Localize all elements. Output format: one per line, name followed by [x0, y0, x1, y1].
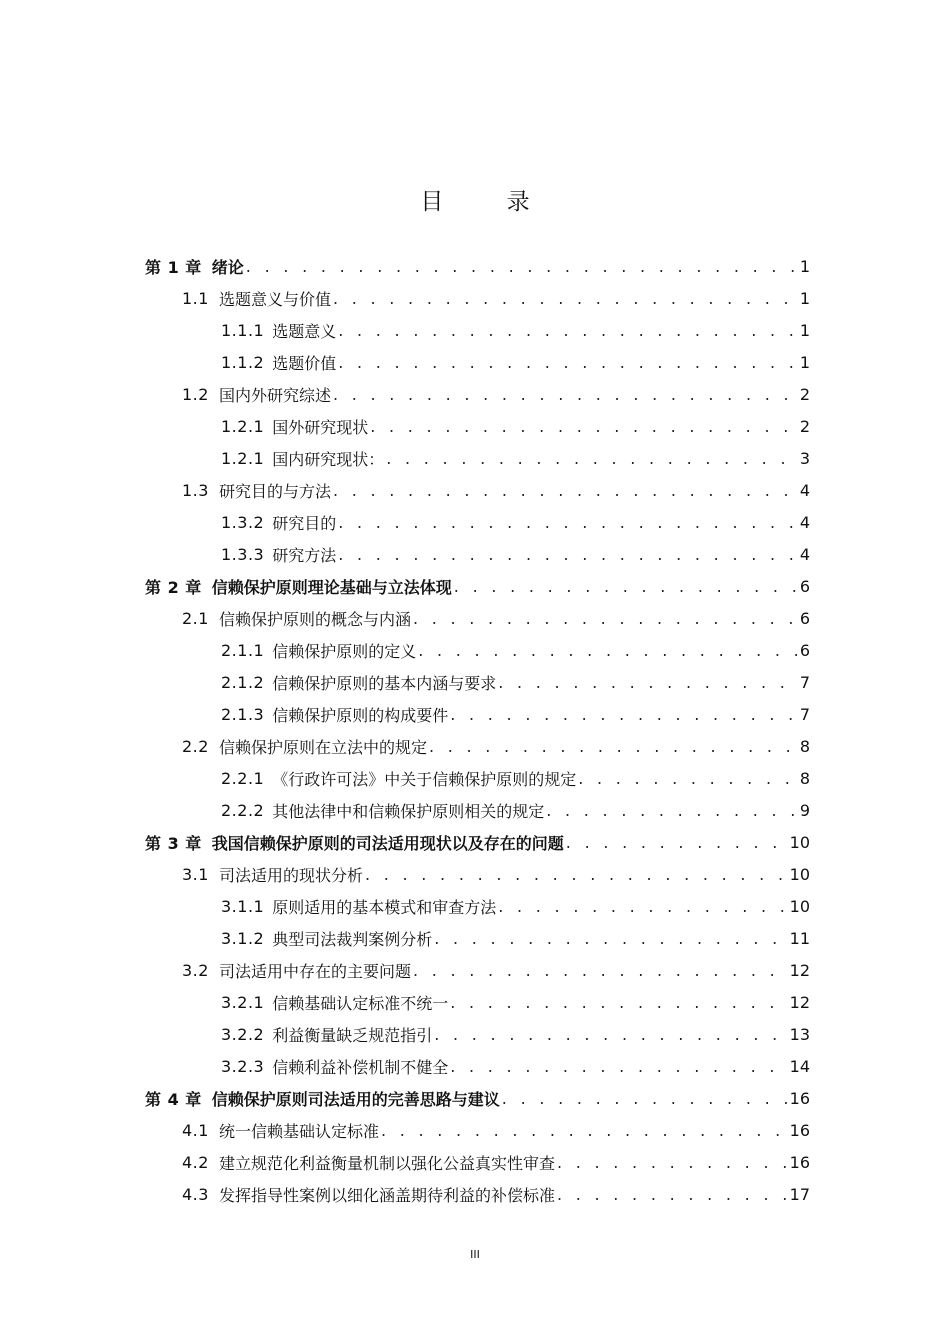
- toc-dot-leader: [566, 833, 788, 852]
- toc-dot-leader: [413, 961, 788, 980]
- toc-entry-page: 16: [789, 1088, 810, 1108]
- toc-entry-number: 2.1.2: [221, 672, 265, 692]
- toc-entry-number: 1.3.2: [221, 512, 265, 532]
- toc-entry-page: 17: [789, 1184, 810, 1204]
- toc-dot-leader: [333, 289, 798, 308]
- toc-dot-leader: [429, 737, 798, 756]
- toc-entry[interactable]: [145, 1146, 810, 1178]
- toc-entry-number: 1.1: [182, 288, 209, 308]
- toc-entry[interactable]: [145, 410, 810, 442]
- toc-entry-number: 2.2: [182, 736, 209, 756]
- toc-entry[interactable]: [145, 378, 810, 410]
- toc-entry-page: 10: [789, 832, 810, 852]
- toc-entry-number: 3.2.1: [221, 992, 265, 1012]
- toc-entry-label: 研究目的与方法: [218, 481, 331, 501]
- toc-entry-label: 信赖保护原则在立法中的规定: [218, 737, 427, 757]
- toc-entry[interactable]: [145, 474, 810, 506]
- toc-entry-page: 6: [799, 640, 810, 660]
- toc-dot-leader: [246, 257, 798, 276]
- toc-dot-leader: [450, 993, 787, 1012]
- toc-entry-page: 13: [789, 1024, 810, 1044]
- toc-entry-number: 3.1: [182, 864, 209, 884]
- toc-entry-label: 选题价值: [272, 353, 337, 373]
- toc-entry-number: 1.2: [182, 384, 209, 404]
- toc-title: 目 录: [420, 189, 558, 215]
- toc-dot-leader: [546, 801, 798, 820]
- toc-entry-page: 7: [799, 704, 810, 724]
- toc-entry-label: 国内外研究综述: [218, 385, 331, 405]
- toc-dot-leader: [333, 481, 798, 500]
- toc-dot-leader: [434, 1025, 787, 1044]
- toc-entry-number: 第 2 章: [145, 577, 202, 597]
- toc-entry-label: 发挥指导性案例以细化涵盖期待利益的补偿标准: [218, 1185, 555, 1205]
- toc-dot-leader: [418, 641, 798, 660]
- toc-entry-label: 国内研究现状：: [272, 449, 385, 469]
- toc-dot-leader: [450, 1057, 787, 1076]
- toc-dot-leader: [502, 1089, 788, 1108]
- toc-dot-leader: [338, 545, 798, 564]
- toc-entry-page: 12: [789, 992, 810, 1012]
- toc-entry[interactable]: [145, 762, 810, 794]
- toc-entry[interactable]: [145, 250, 810, 282]
- toc-entry-page: 12: [789, 960, 810, 980]
- toc-entry-number: 1.1.2: [221, 352, 265, 372]
- toc-entry-label: 利益衡量缺乏规范指引: [272, 1025, 433, 1045]
- toc-entry-label: 我国信赖保护原则的司法适用现状以及存在的问题: [211, 833, 564, 853]
- toc-entry[interactable]: [145, 954, 810, 986]
- toc-entry[interactable]: [145, 1050, 810, 1082]
- toc-dot-leader: [578, 769, 798, 788]
- toc-entry-label: 国外研究现状: [272, 417, 369, 437]
- toc-entry-page: 11: [789, 928, 810, 948]
- toc-entry-page: 10: [789, 896, 810, 916]
- toc-entry-number: 3.1.2: [221, 928, 265, 948]
- toc-entry-label: 选题意义与价值: [218, 289, 331, 309]
- toc-entry-label: 原则适用的基本模式和审查方法: [272, 897, 497, 917]
- toc-entry[interactable]: [145, 858, 810, 890]
- toc-entry-page: 7: [799, 672, 810, 692]
- toc-entry-label: 司法适用的现状分析: [218, 865, 363, 885]
- toc-entry-number: 4.2: [182, 1152, 209, 1172]
- toc-entry-page: 3: [799, 448, 810, 468]
- toc-entry-number: 3.2.3: [221, 1056, 265, 1076]
- toc-entry-page: 2: [799, 384, 810, 404]
- toc-dot-leader: [557, 1185, 788, 1204]
- toc-entry-label: 研究方法: [272, 545, 337, 565]
- toc-entry-label: 信赖保护原则司法适用的完善思路与建议: [211, 1089, 500, 1109]
- toc-entry-number: 2.1: [182, 608, 209, 628]
- toc-entry-page: 4: [799, 544, 810, 564]
- toc-entry-page: 14: [789, 1056, 810, 1076]
- toc-entry-number: 1.3.3: [221, 544, 265, 564]
- toc-entry[interactable]: [145, 570, 810, 602]
- toc-entry[interactable]: [145, 730, 810, 762]
- toc-entry-label: 信赖保护原则的构成要件: [272, 705, 449, 725]
- toc-entry-number: 4.3: [182, 1184, 209, 1204]
- toc-entry[interactable]: [145, 890, 810, 922]
- toc-entry-number: 3.2.2: [221, 1024, 265, 1044]
- toc-entry-label: 信赖保护原则的概念与内涵: [218, 609, 411, 629]
- toc-dot-leader: [498, 897, 787, 916]
- toc-dot-leader: [370, 417, 798, 436]
- toc-dot-leader: [381, 1121, 788, 1140]
- toc-entry-number: 2.2.2: [221, 800, 265, 820]
- toc-entry-label: 司法适用中存在的主要问题: [218, 961, 411, 981]
- toc-entry-label: 信赖保护原则理论基础与立法体现: [211, 577, 452, 597]
- toc-dot-leader: [386, 449, 798, 468]
- toc-entry[interactable]: [145, 538, 810, 570]
- toc-entry-number: 3.2: [182, 960, 209, 980]
- toc-entry[interactable]: [145, 986, 810, 1018]
- toc-entry-label: 其他法律中和信赖保护原则相关的规定: [272, 801, 545, 821]
- toc-entry-label: 统一信赖基础认定标准: [218, 1121, 379, 1141]
- toc-entry[interactable]: [145, 346, 810, 378]
- toc-entry-label: 建立规范化利益衡量机制以强化公益真实性审查: [218, 1153, 555, 1173]
- toc-entry-number: 第 4 章: [145, 1089, 202, 1109]
- toc-entry-number: 第 1 章: [145, 257, 202, 277]
- toc-entry[interactable]: [145, 666, 810, 698]
- toc-entry-label: 选题意义: [272, 321, 337, 341]
- toc-entry[interactable]: [145, 922, 810, 954]
- toc-dot-leader: [338, 513, 798, 532]
- toc-entry-label: 信赖保护原则的基本内涵与要求: [272, 673, 497, 693]
- toc-entry-page: 8: [799, 736, 810, 756]
- toc-entry-page: 4: [799, 480, 810, 500]
- toc-entry[interactable]: [145, 1018, 810, 1050]
- toc-dot-leader: [557, 1153, 788, 1172]
- page-number: III: [470, 1248, 480, 1261]
- toc-entry[interactable]: [145, 1114, 810, 1146]
- toc-dot-leader: [338, 353, 798, 372]
- toc-entry[interactable]: [145, 506, 810, 538]
- toc-entry-label: 研究目的: [272, 513, 337, 533]
- toc-dot-leader: [450, 705, 798, 724]
- toc-entry-label: 信赖保护原则的定义: [272, 641, 417, 661]
- toc-entry[interactable]: [145, 314, 810, 346]
- toc-entry-page: 6: [799, 576, 810, 596]
- toc-entry-number: 4.1: [182, 1120, 209, 1140]
- toc-entry-number: 1.1.1: [221, 320, 265, 340]
- toc-entry-number: 3.1.1: [221, 896, 265, 916]
- toc-entry-page: 10: [789, 864, 810, 884]
- toc-entry[interactable]: [145, 442, 810, 474]
- toc-entry-page: 16: [789, 1152, 810, 1172]
- toc-entry-number: 第 3 章: [145, 833, 202, 853]
- toc-entry[interactable]: [145, 282, 810, 314]
- toc-entry[interactable]: [145, 826, 810, 858]
- toc-entry[interactable]: [145, 634, 810, 666]
- toc-entry[interactable]: [145, 698, 810, 730]
- toc-entry[interactable]: [145, 1178, 810, 1210]
- toc-entry-page: 6: [799, 608, 810, 628]
- toc-entry-page: 16: [789, 1120, 810, 1140]
- toc-entry-page: 1: [799, 288, 810, 308]
- toc-entry-label: 典型司法裁判案例分析: [272, 929, 433, 949]
- toc-entry-page: 1: [799, 256, 810, 276]
- toc-entry-page: 8: [799, 768, 810, 788]
- toc-dot-leader: [338, 321, 798, 340]
- toc-entry-label: 信赖利益补偿机制不健全: [272, 1057, 449, 1077]
- toc-entry-number: 2.1.1: [221, 640, 265, 660]
- toc-entry-number: 1.2.1: [221, 416, 265, 436]
- toc-entry-page: 9: [799, 800, 810, 820]
- toc-dot-leader: [434, 929, 787, 948]
- toc-entry-number: 2.2.1: [221, 768, 265, 788]
- toc-entry[interactable]: [145, 1082, 810, 1114]
- toc-dot-leader: [498, 673, 798, 692]
- table-of-contents: [145, 250, 810, 1210]
- toc-entry[interactable]: [145, 602, 810, 634]
- toc-dot-leader: [365, 865, 788, 884]
- toc-entry-label: 《行政许可法》中关于信赖保护原则的规定: [272, 769, 577, 789]
- toc-entry-label: 绪论: [211, 257, 244, 277]
- toc-dot-leader: [413, 609, 798, 628]
- toc-entry-page: 4: [799, 512, 810, 532]
- toc-entry[interactable]: [145, 794, 810, 826]
- toc-entry-page: 1: [799, 352, 810, 372]
- toc-dot-leader: [454, 577, 798, 596]
- toc-entry-number: 1.2.1: [221, 448, 265, 468]
- toc-entry-number: 1.3: [182, 480, 209, 500]
- toc-dot-leader: [333, 385, 798, 404]
- toc-entry-page: 2: [799, 416, 810, 436]
- toc-entry-label: 信赖基础认定标准不统一: [272, 993, 449, 1013]
- toc-entry-number: 2.1.3: [221, 704, 265, 724]
- toc-entry-page: 1: [799, 320, 810, 340]
